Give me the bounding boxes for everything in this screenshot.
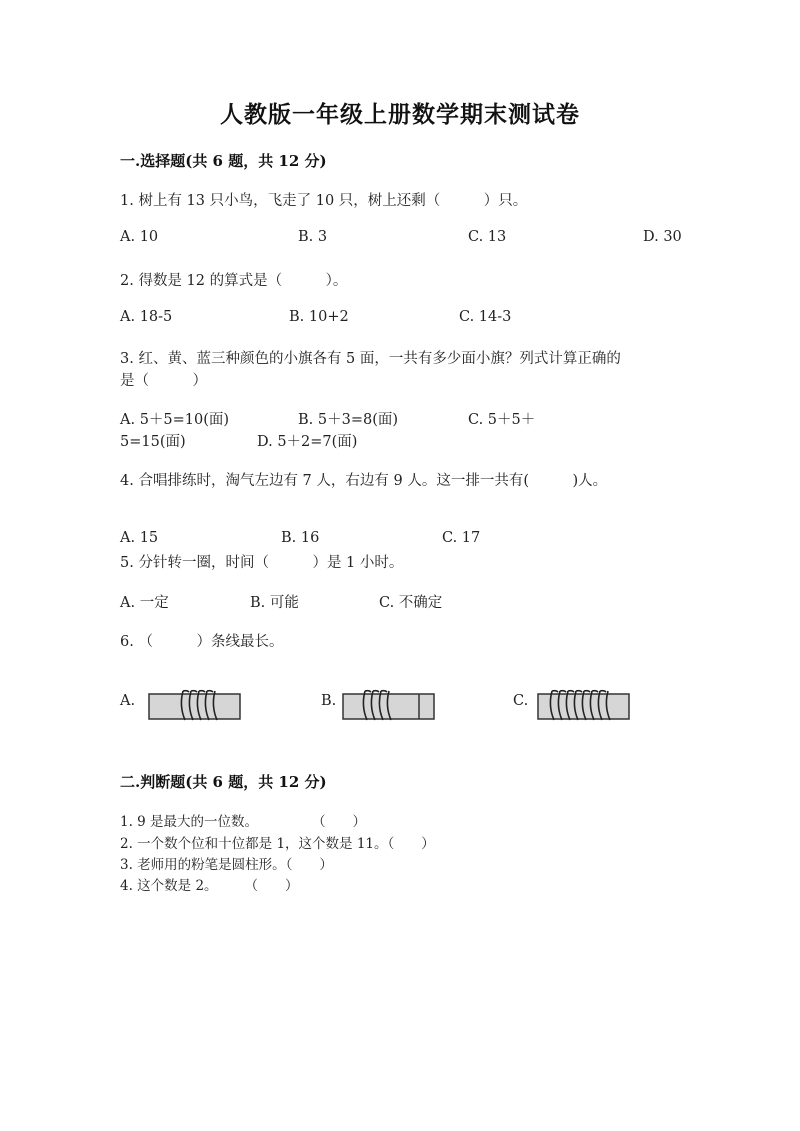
q6-figure-a [147,688,243,722]
q3-option-b: B. 5＋3=8(面) [298,412,399,428]
q5-option-a: A. 一定 [120,595,169,611]
judgment-item-4: 4. 这个数是 2。 （ ） [120,878,299,894]
section-heading-judgment: 二.判断题(共 6 题，共 12 分) [120,773,327,791]
q4-option-c: C. 17 [442,530,481,546]
q2-option-a: A. 18-5 [120,309,173,325]
q1-option-a: A. 10 [120,229,159,245]
q6-option-b: B. [321,693,337,709]
q3-option-a: A. 5＋5=10(面) [120,412,230,428]
q5-option-b: B. 可能 [250,595,299,611]
judgment-item-2: 2. 一个数个位和十位都是 1，这个数是 11。（ ） [120,836,435,852]
question-6: 6. （ ）条线最长。 [120,634,284,650]
q6-figure-c [536,688,632,722]
question-3-line1: 3. 红、黄、蓝三种颜色的小旗各有 5 面，一共有多少面小旗？列式计算正确的 [120,351,621,367]
q3-option-c-cont: 5=15(面) [120,434,186,450]
question-2: 2. 得数是 12 的算式是（ ）。 [120,273,348,289]
q1-option-c: C. 13 [468,229,507,245]
q3-option-d: D. 5＋2=7(面) [257,434,358,450]
question-5: 5. 分针转一圈，时间（ ）是 1 小时。 [120,555,404,571]
question-4: 4. 合唱排练时，淘气左边有 7 人，右边有 9 人。这一排一共有( )人。 [120,473,608,489]
q2-option-c: C. 14-3 [459,309,512,325]
judgment-item-3: 3. 老师用的粉笔是圆柱形。（ ） [120,857,333,873]
judgment-item-1: 1. 9 是最大的一位数。 （ ） [120,814,367,830]
q6-option-a: A. [120,693,136,709]
q1-option-b: B. 3 [298,229,328,245]
q6-option-c: C. [513,693,529,709]
page-title: 人教版一年级上册数学期末测试卷 [220,101,580,128]
q4-option-a: A. 15 [120,530,159,546]
q3-option-c: C. 5＋5＋ [468,412,536,428]
q2-option-b: B. 10+2 [289,309,349,325]
q6-figure-b [341,688,437,722]
q5-option-c: C. 不确定 [379,595,443,611]
question-3-line2: 是（ ） [120,373,207,389]
q4-option-b: B. 16 [281,530,320,546]
question-1: 1. 树上有 13 只小鸟，飞走了 10 只，树上还剩（ ）只。 [120,193,528,209]
section-heading-choice: 一.选择题(共 6 题，共 12 分) [120,152,327,170]
q1-option-d: D. 30 [643,229,682,245]
